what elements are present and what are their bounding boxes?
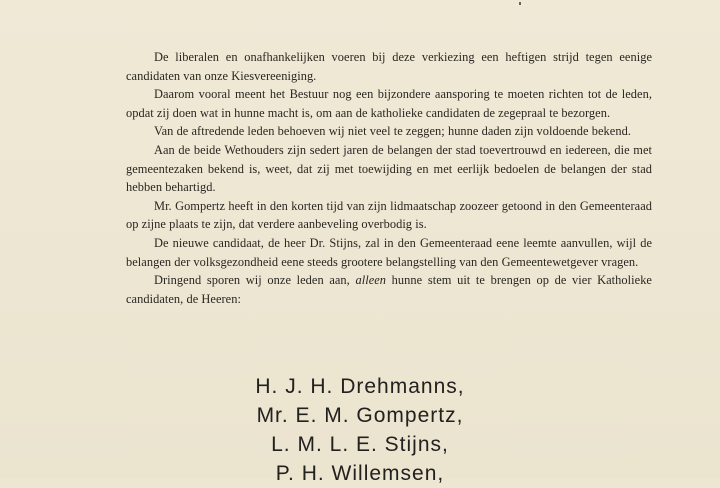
candidate-name: P. H. Willemsen,: [275, 462, 445, 485]
candidate-name: H. J. H. Drehmanns,: [255, 375, 465, 398]
paragraph: Van de aftredende leden behoeven wij niet veel te zeggen; hunne daden zijn voldoende bekend.: [154, 124, 631, 139]
paragraph: Daarom vooral meent het Bestuur nog een bijzondere aansporing te moeten richten tot de leden, opdat zij doen wat in hunne macht is, om aan de katholieke candidaten de zegepraal te bezorgen.: [126, 87, 652, 120]
body-text: [126, 48, 652, 308]
paragraph: De nieuwe candidaat, de heer Dr. Stijns, zal in den Gemeenteraad eene leemte aanvullen, wijl de belangen der volksgezondheid eene steeds grootere belangstelling van den Gemeentewetgever vragen.: [126, 235, 652, 269]
closing-paragraph: [126, 271, 652, 308]
candidate-list: [0, 372, 720, 488]
emphasis-word: alleen: [355, 273, 387, 288]
candidate-name: Mr. E. M. Gompertz,: [256, 404, 464, 427]
closing-text-end: hunne stem uit te brengen op de vier Katholieke candidaten, de Heeren:: [126, 273, 652, 306]
ink-speck: [519, 2, 521, 5]
closing-text-start: Dringend sporen wij onze leden aan,: [154, 273, 356, 288]
paragraph: Aan de beide Wethouders zijn sedert jaren de belangen der stad toevertrouwd en iedereen, die met gemeentezaken bekend is, weet, dat zij met toewijding en met eerlijk bedoelen de belangen der stad hebben behartigd.: [126, 142, 652, 195]
paragraph: De liberalen en onafhankelijken voeren bij deze verkiezing een heftigen strijd tegen eenige candidaten van onze Kiesvereeniging.: [126, 50, 652, 83]
candidate-name: L. M. L. E. Stijns,: [271, 433, 449, 456]
paragraph: Mr. Gompertz heeft in den korten tijd van zijn lidmaatschap zoozeer getoond in den Gemeenteraad op zijne plaats te zijn, dat verdere aanbeveling overbodig is.: [126, 198, 652, 232]
